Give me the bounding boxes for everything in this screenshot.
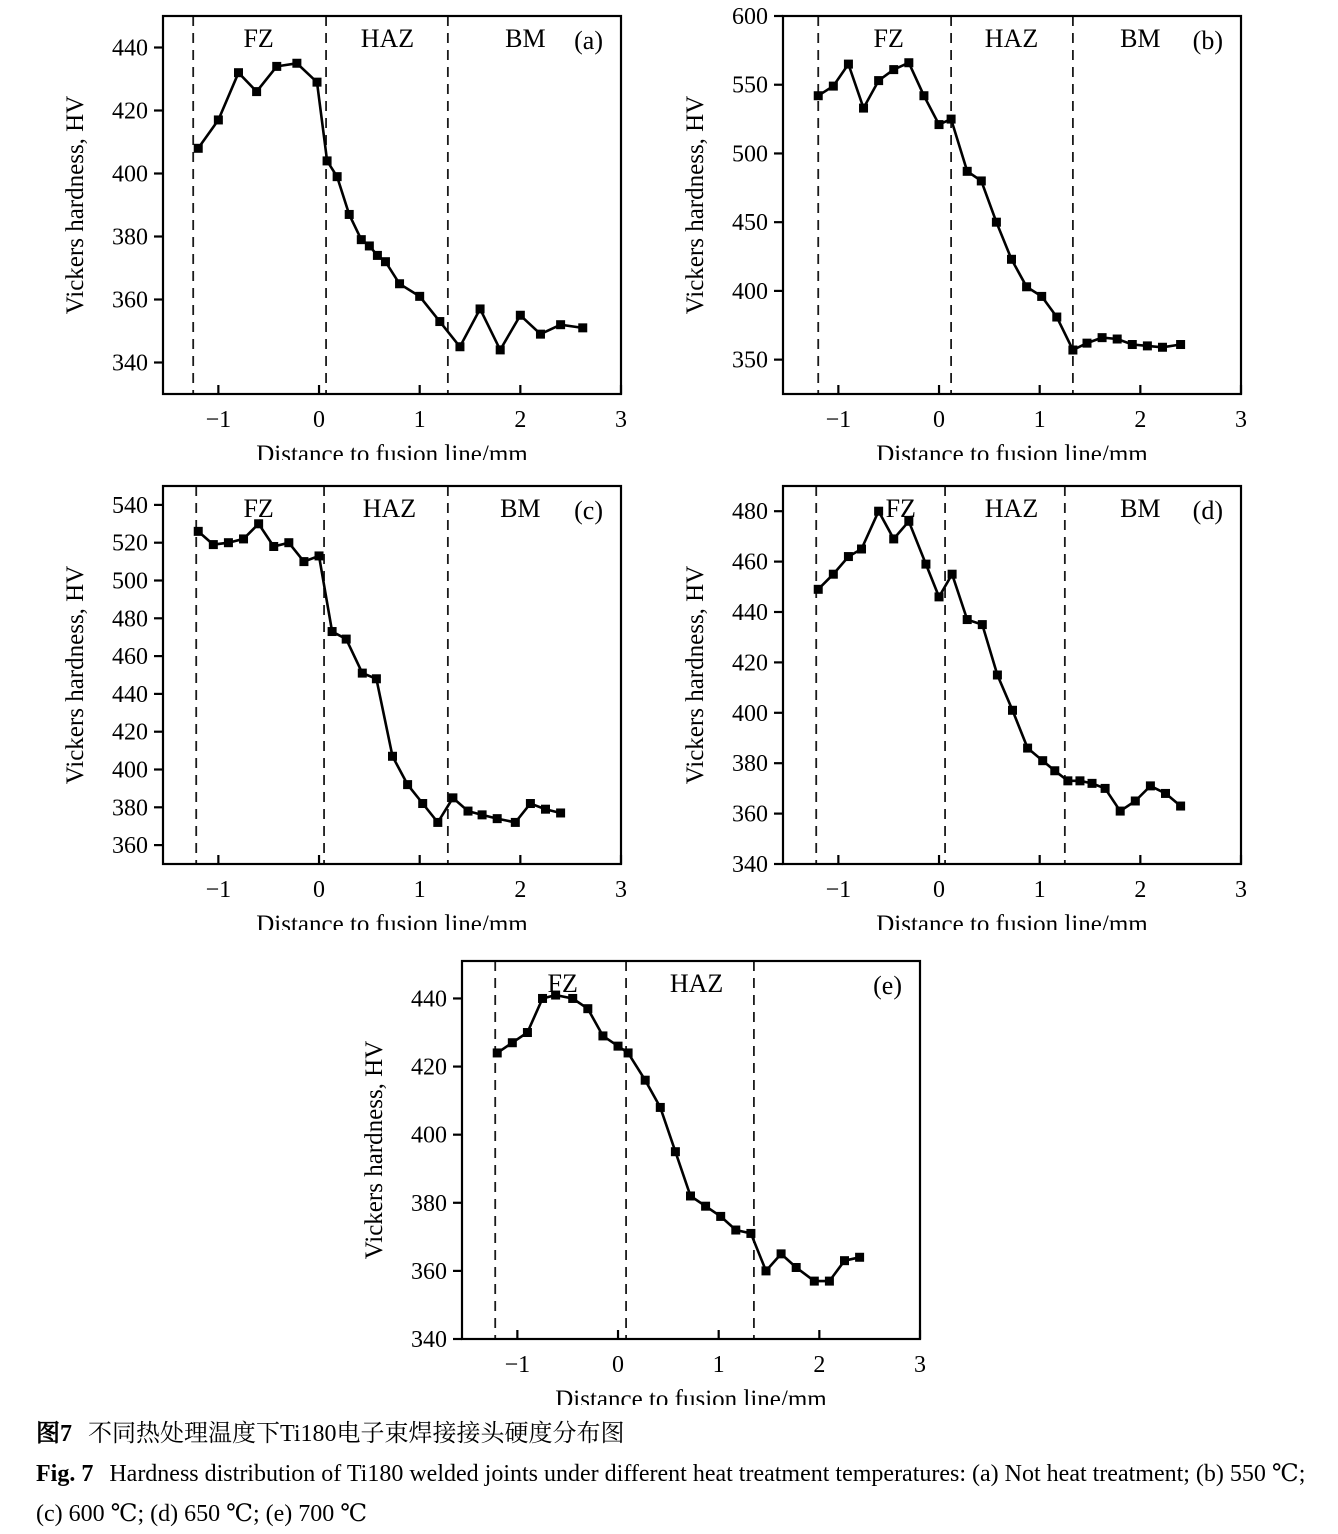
svg-text:600: 600 xyxy=(732,4,768,30)
svg-text:3: 3 xyxy=(914,1352,926,1378)
svg-text:Distance to fusion line/mm: Distance to fusion line/mm xyxy=(876,911,1148,930)
svg-text:400: 400 xyxy=(732,278,768,305)
svg-text:380: 380 xyxy=(112,795,148,822)
caption-en-line xyxy=(36,1454,1316,1534)
svg-text:500: 500 xyxy=(732,141,768,168)
svg-text:480: 480 xyxy=(732,499,768,526)
svg-text:BM: BM xyxy=(500,494,541,523)
svg-text:340: 340 xyxy=(411,1327,447,1353)
svg-text:380: 380 xyxy=(411,1190,447,1217)
svg-text:0: 0 xyxy=(933,877,946,903)
svg-text:−1: −1 xyxy=(825,877,852,903)
chart-c-canvas xyxy=(25,470,645,930)
svg-text:400: 400 xyxy=(732,700,768,727)
svg-text:0: 0 xyxy=(612,1352,625,1378)
svg-text:(c): (c) xyxy=(574,496,603,525)
chart-panel-a xyxy=(25,0,645,465)
svg-text:Vickers hardness, HV: Vickers hardness, HV xyxy=(682,565,709,785)
chart-b-canvas xyxy=(645,0,1265,460)
svg-text:−1: −1 xyxy=(205,877,232,903)
svg-text:HAZ: HAZ xyxy=(360,24,415,53)
svg-text:460: 460 xyxy=(112,644,148,671)
svg-text:3: 3 xyxy=(615,407,627,433)
svg-text:350: 350 xyxy=(732,347,768,374)
svg-text:FZ: FZ xyxy=(885,494,916,523)
svg-text:480: 480 xyxy=(112,606,148,633)
svg-text:450: 450 xyxy=(732,210,768,237)
svg-text:2: 2 xyxy=(1134,877,1147,903)
svg-text:340: 340 xyxy=(112,350,148,377)
svg-text:1: 1 xyxy=(712,1352,725,1378)
svg-text:BM: BM xyxy=(1120,494,1161,523)
svg-text:380: 380 xyxy=(732,751,768,778)
chart-e-canvas xyxy=(324,945,944,1405)
svg-text:0: 0 xyxy=(933,407,946,433)
svg-text:FZ: FZ xyxy=(873,24,904,53)
caption-zh-line xyxy=(36,1414,1316,1454)
svg-text:420: 420 xyxy=(112,98,148,125)
svg-text:2: 2 xyxy=(1134,407,1147,433)
svg-text:(a): (a) xyxy=(574,26,603,55)
svg-text:(b): (b) xyxy=(1192,26,1223,55)
svg-text:2: 2 xyxy=(813,1352,826,1378)
svg-text:HAZ: HAZ xyxy=(984,494,1039,523)
svg-text:420: 420 xyxy=(411,1054,447,1081)
figure-caption xyxy=(36,1414,1316,1534)
chart-panel-e xyxy=(324,945,944,1410)
svg-text:540: 540 xyxy=(112,492,148,519)
caption-en-label: Fig. 7 xyxy=(36,1461,94,1487)
svg-text:2: 2 xyxy=(514,407,527,433)
svg-text:0: 0 xyxy=(313,877,326,903)
svg-text:Vickers hardness, HV: Vickers hardness, HV xyxy=(682,95,709,315)
svg-text:−1: −1 xyxy=(504,1352,531,1378)
svg-text:Vickers hardness, HV: Vickers hardness, HV xyxy=(62,95,89,315)
svg-text:BM: BM xyxy=(505,24,546,53)
chart-panel-d xyxy=(645,470,1265,935)
svg-text:360: 360 xyxy=(112,833,148,860)
svg-text:Vickers hardness, HV: Vickers hardness, HV xyxy=(62,565,89,785)
svg-text:460: 460 xyxy=(732,549,768,576)
svg-text:2: 2 xyxy=(514,877,527,903)
svg-text:Distance to fusion line/mm: Distance to fusion line/mm xyxy=(555,1386,827,1405)
svg-text:1: 1 xyxy=(1033,877,1046,903)
svg-text:Distance to fusion line/mm: Distance to fusion line/mm xyxy=(256,441,528,460)
svg-text:Vickers hardness, HV: Vickers hardness, HV xyxy=(361,1040,388,1260)
svg-text:FZ: FZ xyxy=(243,494,274,523)
svg-text:Distance to fusion line/mm: Distance to fusion line/mm xyxy=(876,441,1148,460)
svg-text:HAZ: HAZ xyxy=(984,24,1039,53)
svg-text:FZ: FZ xyxy=(243,24,274,53)
caption-zh-label: 图7 xyxy=(36,1421,72,1447)
svg-text:(d): (d) xyxy=(1192,496,1223,525)
svg-text:340: 340 xyxy=(732,852,768,878)
caption-en-text: Hardness distribution of Ti180 welded joints under different heat treatment temperatures: (a) Not heat treatment; (b) 550 ℃; (c) 600 ℃; (d) 650 ℃; (e) 700 ℃ xyxy=(36,1461,1306,1527)
chart-panel-c xyxy=(25,470,645,935)
svg-text:440: 440 xyxy=(112,681,148,708)
svg-text:400: 400 xyxy=(112,161,148,188)
svg-text:1: 1 xyxy=(413,877,426,903)
svg-text:FZ: FZ xyxy=(547,969,578,998)
svg-text:1: 1 xyxy=(413,407,426,433)
svg-text:(e): (e) xyxy=(873,971,902,1000)
svg-text:−1: −1 xyxy=(205,407,232,433)
svg-text:HAZ: HAZ xyxy=(362,494,417,523)
svg-text:500: 500 xyxy=(112,568,148,595)
chart-panel-b xyxy=(645,0,1265,465)
svg-text:3: 3 xyxy=(1235,407,1247,433)
svg-text:440: 440 xyxy=(411,986,447,1013)
svg-text:380: 380 xyxy=(112,224,148,251)
svg-text:3: 3 xyxy=(615,877,627,903)
svg-text:420: 420 xyxy=(732,650,768,677)
chart-d-canvas xyxy=(645,470,1265,930)
caption-zh-text: 不同热处理温度下Ti180电子束焊接接头硬度分布图 xyxy=(88,1421,625,1447)
chart-a-canvas xyxy=(25,0,645,460)
svg-text:BM: BM xyxy=(1120,24,1161,53)
svg-text:0: 0 xyxy=(313,407,326,433)
svg-text:440: 440 xyxy=(732,600,768,626)
svg-text:−1: −1 xyxy=(825,407,852,433)
svg-text:440: 440 xyxy=(112,35,148,62)
svg-text:520: 520 xyxy=(112,530,148,557)
svg-text:Distance to fusion line/mm: Distance to fusion line/mm xyxy=(256,911,528,930)
svg-text:550: 550 xyxy=(732,72,768,99)
svg-text:360: 360 xyxy=(411,1258,447,1285)
svg-text:400: 400 xyxy=(411,1122,447,1149)
svg-text:420: 420 xyxy=(112,719,148,746)
svg-text:1: 1 xyxy=(1033,407,1046,433)
svg-text:360: 360 xyxy=(112,287,148,314)
svg-text:360: 360 xyxy=(732,801,768,828)
svg-text:HAZ: HAZ xyxy=(669,969,724,998)
svg-text:3: 3 xyxy=(1235,877,1247,903)
svg-text:400: 400 xyxy=(112,757,148,784)
